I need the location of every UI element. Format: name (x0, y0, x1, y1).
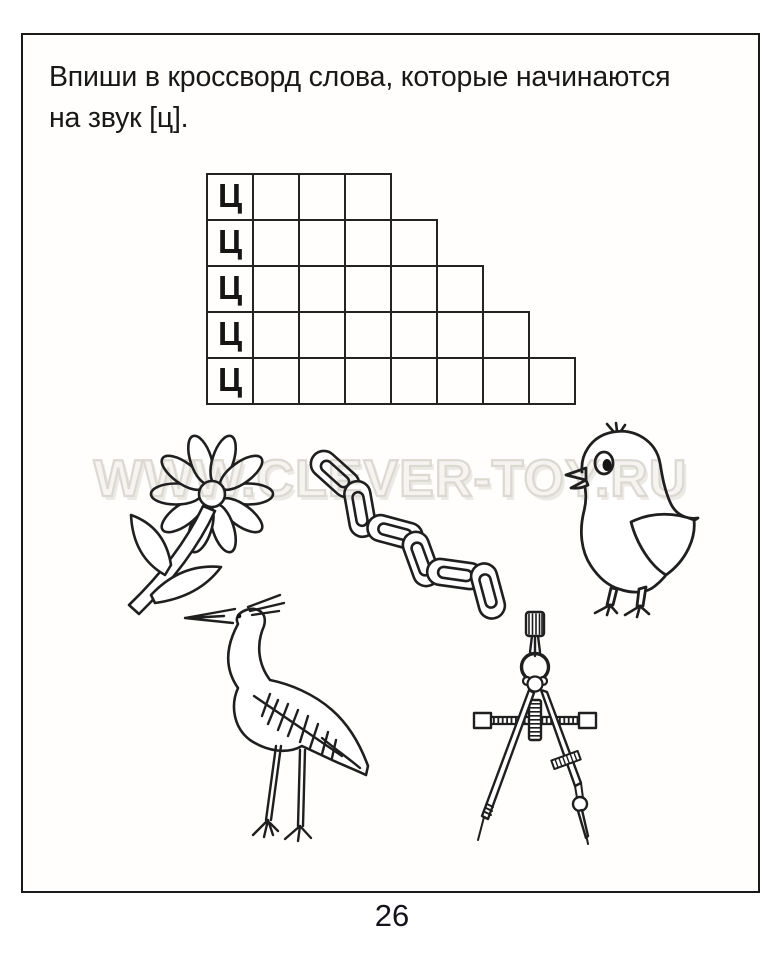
crossword-cell[interactable] (390, 265, 438, 313)
compass-illustration (460, 610, 610, 850)
crossword-cell[interactable] (298, 357, 346, 405)
crossword-letter-cell: Ц (206, 219, 254, 267)
crossword-cell[interactable] (436, 265, 484, 313)
crossword-cell[interactable] (252, 265, 300, 313)
crossword-cell[interactable] (344, 173, 392, 221)
page-number: 26 (374, 898, 410, 933)
crossword-letter-cell: Ц (206, 173, 254, 221)
heron-icon (182, 588, 372, 848)
crossword-cell[interactable] (482, 357, 530, 405)
crossword-row (206, 311, 576, 359)
crossword-row (206, 173, 576, 221)
crossword-cell[interactable] (390, 219, 438, 267)
crossword-cell[interactable] (252, 173, 300, 221)
watermark-text: WWW.CLEVER-TOY.RU (93, 450, 688, 508)
crossword-row (206, 219, 576, 267)
crossword-cell[interactable] (252, 219, 300, 267)
crossword-cell[interactable] (344, 219, 392, 267)
task-instruction (49, 57, 739, 139)
compass-icon (460, 610, 610, 850)
page-border-frame (21, 33, 760, 893)
crossword-letter-cell: Ц (206, 357, 254, 405)
crossword-letter-cell: Ц (206, 311, 254, 359)
crossword-cell[interactable] (390, 357, 438, 405)
crossword-row (206, 357, 576, 405)
crossword-cell[interactable] (298, 219, 346, 267)
crossword-cell[interactable] (344, 357, 392, 405)
crossword-letter-cell: Ц (206, 265, 254, 313)
heron-illustration (182, 588, 372, 848)
instruction-line-2: на звук [ц]. (49, 102, 189, 134)
crossword-cell[interactable] (344, 265, 392, 313)
crossword-cell[interactable] (252, 357, 300, 405)
crossword-cell[interactable] (252, 311, 300, 359)
crossword-cell[interactable] (344, 311, 392, 359)
crossword-cell[interactable] (298, 311, 346, 359)
crossword-cell[interactable] (436, 357, 484, 405)
crossword-cell[interactable] (298, 265, 346, 313)
instruction-line-1: Впиши в кроссворд слова, которые начинаются (49, 61, 671, 93)
crossword-cell[interactable] (528, 357, 576, 405)
crossword-cell[interactable] (482, 311, 530, 359)
crossword-cell[interactable] (298, 173, 346, 221)
crossword-cell[interactable] (436, 311, 484, 359)
crossword-grid (206, 173, 576, 405)
crossword-row (206, 265, 576, 313)
crossword-cell[interactable] (390, 311, 438, 359)
